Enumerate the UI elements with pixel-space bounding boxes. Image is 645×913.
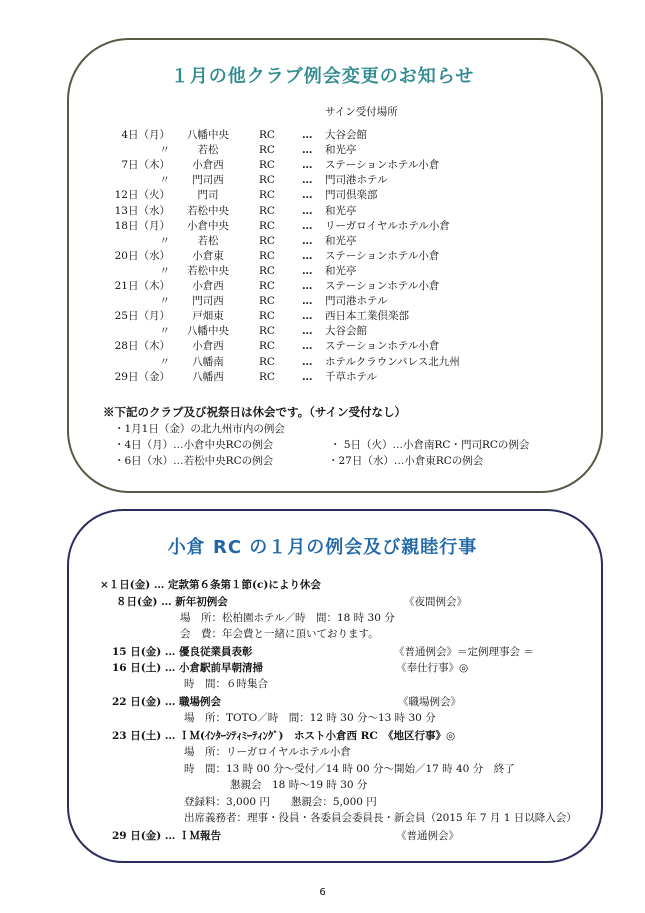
row-dots: …: [302, 234, 313, 247]
row-dots: …: [302, 340, 313, 353]
row-venue: ステーションホテル小倉: [325, 280, 440, 292]
row-club: 小倉西: [192, 280, 224, 292]
row-rc: RC: [259, 249, 275, 262]
closure-item: ・6日（水）…若松中央RCの例会: [114, 455, 274, 467]
row-date: 12日（火）: [114, 189, 170, 202]
row-dots: …: [302, 129, 313, 141]
event-category: 《奉仕行事》◎: [396, 662, 469, 674]
row-dots: …: [302, 189, 313, 202]
row-rc: RC: [259, 144, 275, 157]
row-date: 20日（水）: [114, 249, 170, 262]
row-dots: …: [302, 370, 313, 383]
row-date: 〃: [159, 174, 170, 187]
event-line: ×１日(金) … 定款第６条第１節(c)により休会: [100, 579, 321, 591]
row-club: 若松: [197, 234, 219, 247]
row-venue: 大谷会館: [325, 129, 367, 141]
closure-notice-title: ※下記のクラブ及び祝祭日は休会です。（サイン受付なし）: [103, 405, 407, 419]
row-venue: 和光亭: [325, 264, 357, 277]
row-venue: 和光亭: [325, 144, 357, 157]
row-venue: 和光亭: [325, 234, 357, 247]
row-club: 若松中央: [187, 204, 229, 217]
row-dots: …: [302, 280, 313, 292]
row-dots: …: [302, 144, 313, 157]
row-date: 29日（金）: [114, 370, 170, 383]
row-venue: 西日本工業倶楽部: [325, 310, 409, 323]
row-rc: RC: [259, 219, 275, 232]
january-events-frame: [67, 509, 603, 863]
event-detail: 場 所：松柏園ホテル／時 間：18 時 30 分: [180, 612, 395, 624]
row-dots: …: [302, 159, 313, 172]
event-line: 29 日(金) … ＩＭ報告: [112, 830, 222, 842]
row-club: 小倉西: [192, 340, 224, 353]
event-line: 15 日(金) … 優良従業員表彰: [112, 646, 253, 658]
event-line: 23 日(土) … ＩＭ(ｲﾝﾀｰｼﾃｨﾐｰﾃｨﾝｸﾞ) ホスト小倉西 RC 《地区行事》◎: [112, 730, 456, 742]
row-date: 18日（月）: [114, 219, 170, 232]
row-rc: RC: [259, 264, 275, 277]
row-rc: RC: [259, 234, 275, 247]
closure-item: ・4日（月）…小倉中央RCの例会: [114, 439, 274, 451]
section2-title: 小倉 RC の１月の例会及び親睦行事: [167, 537, 478, 558]
row-venue: ステーションホテル小倉: [325, 249, 440, 262]
row-date: 〃: [159, 264, 170, 277]
row-club: 小倉中央: [187, 219, 229, 232]
row-rc: RC: [259, 325, 275, 338]
row-rc: RC: [259, 295, 275, 308]
row-venue: 大谷会館: [325, 325, 367, 338]
event-line: 22 日(金) … 職場例会: [112, 696, 222, 708]
row-dots: …: [302, 204, 313, 217]
event-detail: 時 間：６時集合: [184, 678, 268, 690]
row-date: 28日（木）: [114, 340, 170, 353]
row-venue: ステーションホテル小倉: [325, 159, 440, 172]
row-club: 八幡西: [192, 370, 224, 383]
row-club: 門司西: [192, 295, 224, 308]
row-date: 〃: [159, 144, 170, 157]
row-club: 八幡南: [192, 355, 224, 368]
row-rc: RC: [259, 370, 275, 383]
row-date: 21日（木）: [114, 280, 170, 292]
row-rc: RC: [259, 189, 275, 202]
event-line: ８日(金) … 新年初例会: [116, 596, 228, 608]
row-date: 〃: [159, 234, 170, 247]
row-club: 門司西: [192, 174, 224, 187]
event-detail: 会 費：年会費と一緒に頂いております。: [180, 628, 379, 640]
row-rc: RC: [259, 174, 275, 187]
row-rc: RC: [259, 340, 275, 353]
closure-item: ・ 5日（火）…小倉南RC・門司RCの例会: [330, 439, 530, 451]
row-dots: …: [302, 310, 313, 323]
event-detail: 場 所：TOTO／時 間：12 時 30 分～13 時 30 分: [184, 712, 436, 724]
row-club: 若松中央: [187, 264, 229, 277]
event-detail: 登録料：3,000 円 懇親会：5,000 円: [184, 796, 377, 808]
sign-venue-header: サイン受付場所: [325, 106, 398, 118]
row-venue: 門司港ホテル: [325, 174, 388, 187]
row-venue: ホテルクラウンパレス北九州: [325, 355, 460, 368]
event-detail: 場 所：リーガロイヤルホテル小倉: [184, 746, 351, 758]
event-line: 16 日(土) … 小倉駅前早朝清掃: [112, 662, 264, 674]
row-dots: …: [302, 249, 313, 262]
event-detail: 懇親会 18 時～19 時 30 分: [230, 779, 368, 791]
row-dots: …: [302, 264, 313, 277]
row-venue: 千草ホテル: [325, 370, 377, 383]
row-venue: ステーションホテル小倉: [325, 340, 440, 353]
row-rc: RC: [259, 204, 275, 217]
row-rc: RC: [259, 355, 275, 368]
row-date: 〃: [159, 325, 170, 338]
row-club: 八幡中央: [187, 129, 229, 141]
row-date: 4日（月）: [121, 129, 170, 141]
row-club: 八幡中央: [187, 325, 229, 338]
event-category: 《職場例会》: [398, 696, 461, 708]
section1-title: １月の他クラブ例会変更のお知らせ: [170, 66, 475, 87]
closure-item: ・27日（水）…小倉東RCの例会: [328, 455, 484, 467]
row-date: 25日（月）: [114, 310, 170, 323]
row-rc: RC: [259, 129, 275, 141]
row-club: 小倉西: [192, 159, 224, 172]
row-date: 7日（木）: [121, 159, 170, 172]
row-rc: RC: [259, 280, 275, 292]
event-detail: 時 間：13 時 00 分～受付／14 時 00 分～開始／17 時 40 分 終了: [184, 763, 515, 775]
row-club: 若松: [197, 144, 219, 157]
row-date: 〃: [159, 355, 170, 368]
row-dots: …: [302, 325, 313, 338]
row-date: 〃: [159, 295, 170, 308]
row-rc: RC: [259, 159, 275, 172]
row-club: 戸畑東: [192, 310, 224, 323]
row-dots: …: [302, 355, 313, 368]
event-category: 《普通例会》: [396, 830, 459, 842]
row-date: 13日（水）: [114, 204, 170, 217]
row-dots: …: [302, 219, 313, 232]
closure-item: ・1月1日（金）の北九州市内の例会: [114, 423, 285, 435]
row-venue: 門司港ホテル: [325, 295, 388, 308]
row-venue: リーガロイヤルホテル小倉: [325, 219, 450, 232]
row-rc: RC: [259, 310, 275, 323]
row-club: 門司: [197, 189, 219, 202]
event-category: 《夜間例会》: [404, 596, 467, 608]
row-dots: …: [302, 295, 313, 308]
event-detail: 出席義務者：理事・役員・各委員会委員長・新会員（2015 年 7 月 1 日以降入会）: [184, 812, 577, 824]
page-number: 6: [319, 887, 326, 898]
event-category: 《普通例会》＝定例理事会 ＝: [394, 646, 534, 658]
row-venue: 和光亭: [325, 204, 357, 217]
row-venue: 門司倶楽部: [325, 189, 378, 202]
row-club: 小倉東: [192, 249, 224, 262]
row-dots: …: [302, 174, 313, 187]
